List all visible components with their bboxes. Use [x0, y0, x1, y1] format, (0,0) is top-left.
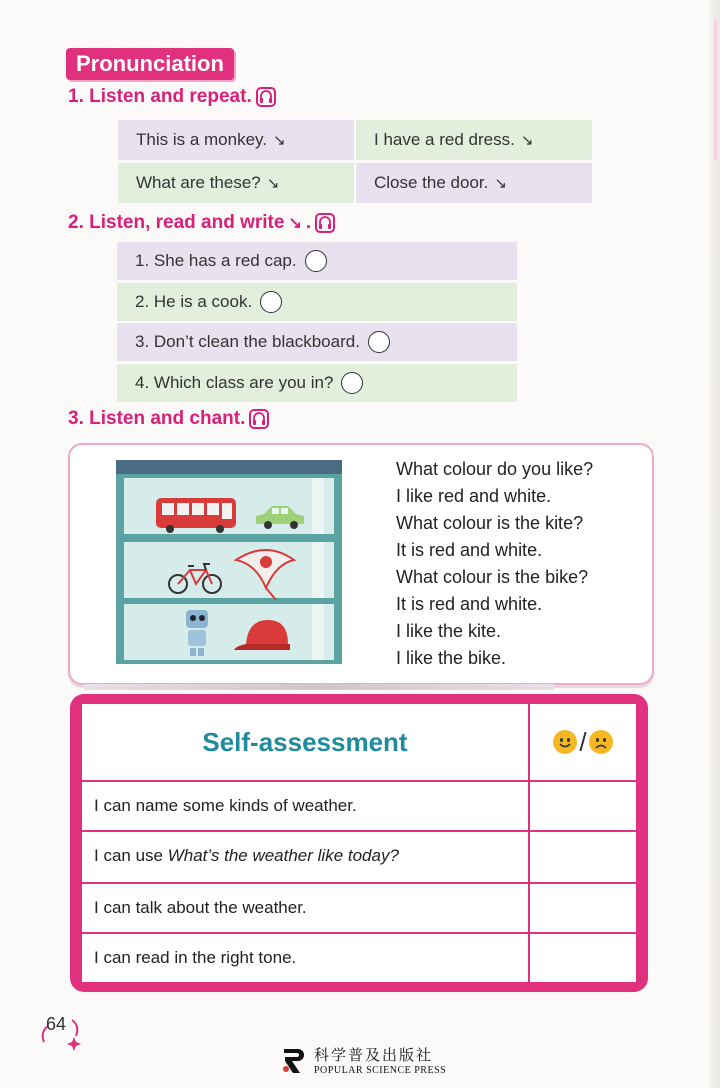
page-edge-mark	[714, 20, 717, 160]
task2-heading	[68, 212, 335, 234]
task1-heading-text: 1. Listen and repeat.	[68, 86, 252, 107]
chant-line: What colour do you like?	[396, 459, 594, 479]
column-divider	[528, 704, 530, 982]
task3-heading	[68, 408, 269, 430]
self-assessment-title: Self-assessment	[202, 727, 408, 757]
kite-icon	[236, 550, 294, 600]
publisher-mark-icon	[280, 1045, 306, 1075]
answer-circle[interactable]	[260, 291, 282, 313]
assessment-row: I can read in the right tone.	[94, 948, 297, 967]
section-title: Pronunciation	[66, 48, 234, 80]
rating-header	[530, 704, 636, 780]
answer-circle[interactable]	[341, 372, 363, 394]
chant-text	[396, 456, 646, 672]
robot-icon	[186, 610, 208, 656]
task1-item: This is a monkey. ↘	[118, 120, 354, 160]
assessment-row: I can use What’s the weather like today?	[94, 846, 399, 865]
self-assessment-panel	[70, 694, 648, 992]
bicycle-icon	[169, 564, 221, 593]
publisher-logo	[280, 1044, 446, 1076]
task1-item: What are these? ↘	[118, 163, 354, 203]
chant-line: It is red and white.	[396, 594, 543, 614]
assessment-row: I can talk about the weather.	[94, 898, 307, 917]
task1-heading	[68, 86, 276, 108]
falling-tone-arrow: ↘	[273, 132, 286, 149]
rating-slash: /	[579, 726, 587, 757]
headphones-icon[interactable]	[315, 213, 335, 233]
task2-item: 2. He is a cook.	[117, 283, 517, 321]
task2-heading-text: 2. Listen, read and write	[68, 212, 285, 233]
cap-icon	[234, 620, 290, 650]
task2-item: 3. Don’t clean the blackboard.	[117, 323, 517, 361]
self-assessment-table	[82, 704, 636, 982]
headphones-icon[interactable]	[256, 87, 276, 107]
task3-heading-text: 3. Listen and chant.	[68, 408, 246, 429]
chant-line: What colour is the bike?	[396, 567, 589, 587]
publisher-name-en: POPULAR SCIENCE PRESS	[314, 1065, 447, 1076]
publisher-name-cn: 科学普及出版社	[314, 1046, 434, 1064]
page-number: 64	[46, 1014, 67, 1034]
task2-item: 4. Which class are you in?	[117, 364, 517, 402]
sad-face-icon	[589, 730, 613, 754]
divider	[84, 684, 554, 690]
falling-tone-arrow: ↘	[266, 175, 280, 192]
task2-item: 1. She has a red cap.	[117, 242, 517, 280]
falling-tone-arrow: ↘	[520, 132, 534, 149]
task1-item: Close the door. ↘	[356, 163, 592, 203]
toy-shelf-illustration	[116, 460, 342, 664]
falling-tone-arrow: ↘	[494, 175, 507, 192]
smiley-icon	[553, 730, 577, 754]
chant-line: It is red and white.	[396, 540, 543, 560]
bus-icon	[156, 498, 236, 533]
assessment-row: I can name some kinds of weather.	[94, 796, 357, 815]
chant-line: I like the bike.	[396, 648, 507, 668]
headphones-icon[interactable]	[249, 409, 269, 429]
toy-drawings	[116, 460, 342, 664]
page-edge	[710, 0, 720, 1088]
answer-circle[interactable]	[305, 250, 327, 272]
task1-item: I have a red dress. ↘	[356, 120, 592, 160]
chant-line: I like the kite.	[396, 621, 502, 641]
task2-heading-period: .	[305, 212, 312, 233]
car-icon	[256, 506, 304, 529]
answer-circle[interactable]	[368, 331, 390, 353]
falling-tone-arrow: ↘	[288, 215, 302, 232]
chant-line: I like red and white.	[396, 486, 552, 506]
chant-line: What colour is the kite?	[396, 513, 584, 533]
